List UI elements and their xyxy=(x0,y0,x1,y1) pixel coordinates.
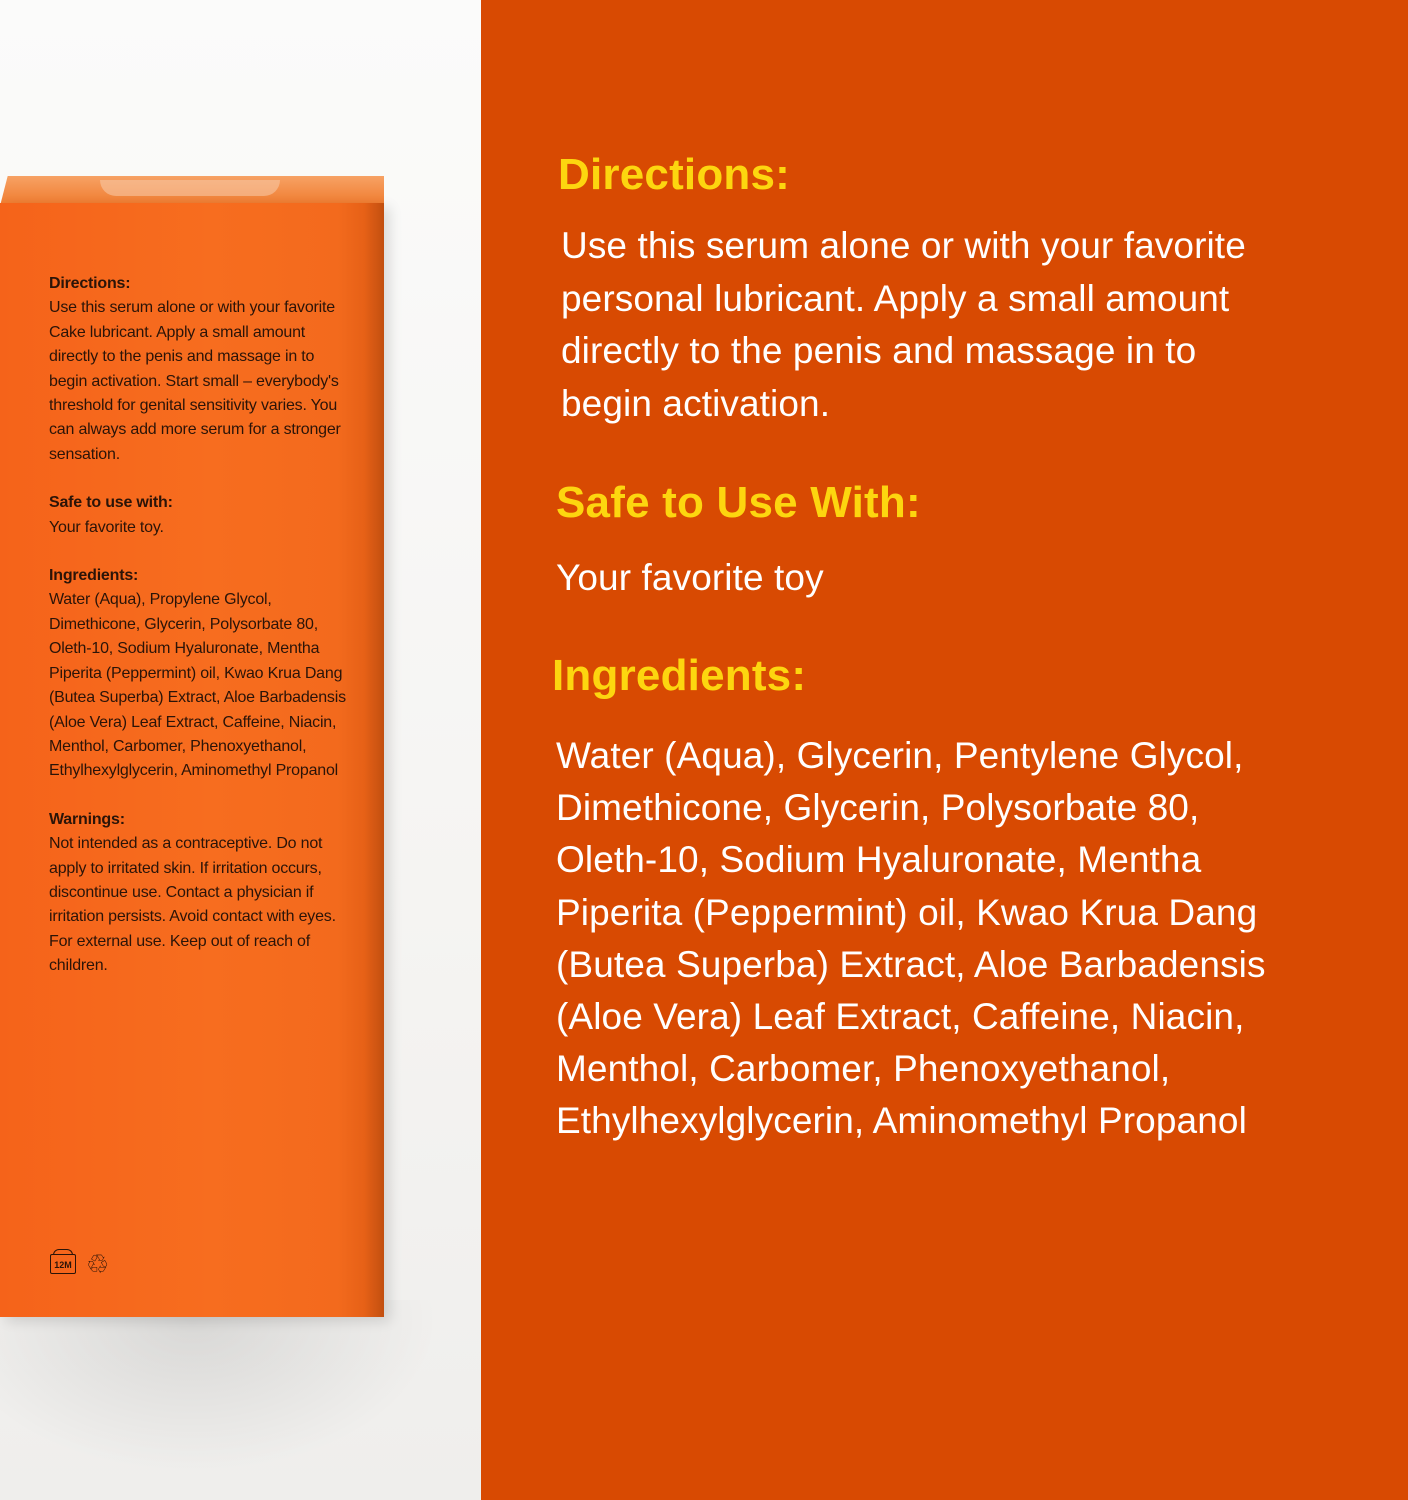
ingredients-line: Ethylhexylglycerin, Aminomethyl Propanol xyxy=(556,1100,1247,1142)
box-safe-heading: Safe to use with: xyxy=(49,494,173,512)
period-after-opening-icon: 12M xyxy=(50,1254,76,1274)
product-photo xyxy=(0,0,481,1500)
ingredients-heading: Ingredients: xyxy=(552,651,807,700)
directions-line: directly to the penis and massage in to xyxy=(561,330,1197,371)
box-top-flap xyxy=(0,176,384,206)
directions-line: personal lubricant. Apply a small amount xyxy=(561,277,1230,319)
box-icons xyxy=(50,1249,110,1279)
ingredients-text xyxy=(556,730,1266,1148)
box-warnings-heading: Warnings: xyxy=(49,810,125,828)
directions-line: begin activation. xyxy=(561,382,831,424)
box-edge-shade xyxy=(364,203,384,1317)
ingredients-line: Piperita (Peppermint) oil, Kwao Krua Dang xyxy=(556,891,1258,933)
ingredients-line: (Butea Superba) Extract, Aloe Barbadensis xyxy=(556,943,1266,985)
box-ingredients-text: Water (Aqua), Propylene Glycol, Dimethicone, Glycerin, Polysorbate 80, Oleth-10, Sodium Hyaluronate, Mentha Piperita (Peppermint) oil, Kwao Krua Dang (Butea Superba) Extract, Aloe Barbadensis (Aloe Vera) Leaf Extract, Caffeine, Niacin, Menthol, Carbomer, Phenoxyethanol, Ethylhexylglycerin, Aminomethyl Propanol xyxy=(49,591,346,780)
recycle-icon: ♲ xyxy=(86,1249,110,1279)
box-warnings-text: Not intended as a contraceptive. Do not apply to irritated skin. If irritation occurs, discontinue use. Contact a physician if irritation persists. Avoid contact with eyes. For external use. Keep out of reach of children. xyxy=(49,835,336,975)
ingredients-line: Water (Aqua), Glycerin, Pentylene Glycol, xyxy=(556,735,1244,776)
info-panel xyxy=(481,0,1408,1500)
box-ingredients-heading: Ingredients: xyxy=(49,567,139,585)
ingredients-line: Oleth-10, Sodium Hyaluronate, Mentha xyxy=(556,839,1202,881)
directions-text xyxy=(561,220,1246,430)
box-directions-heading: Directions: xyxy=(49,275,131,292)
directions-heading: Directions: xyxy=(558,150,791,199)
box-directions-text: Use this serum alone or with your favorite Cake lubricant. Apply a small amount directly to the penis and massage in to begin activation. Start small – everybody's threshold for genital sensitivity varies. You can always add more serum for a stronger sensation. xyxy=(49,299,341,463)
safe-to-use-heading: Safe to Use With: xyxy=(556,478,921,527)
directions-line: Use this serum alone or with your favorite xyxy=(561,225,1246,266)
box-label-text xyxy=(49,272,354,1003)
box-safe-text: Your favorite toy. xyxy=(49,518,164,536)
ingredients-line: (Aloe Vera) Leaf Extract, Caffeine, Niacin, xyxy=(556,996,1245,1038)
safe-to-use-text: Your favorite toy xyxy=(556,557,824,598)
ingredients-line: Dimethicone, Glycerin, Polysorbate 80, xyxy=(556,787,1200,829)
ingredients-line: Menthol, Carbomer, Phenoxyethanol, xyxy=(556,1048,1171,1090)
floor-shadow xyxy=(0,1300,481,1500)
